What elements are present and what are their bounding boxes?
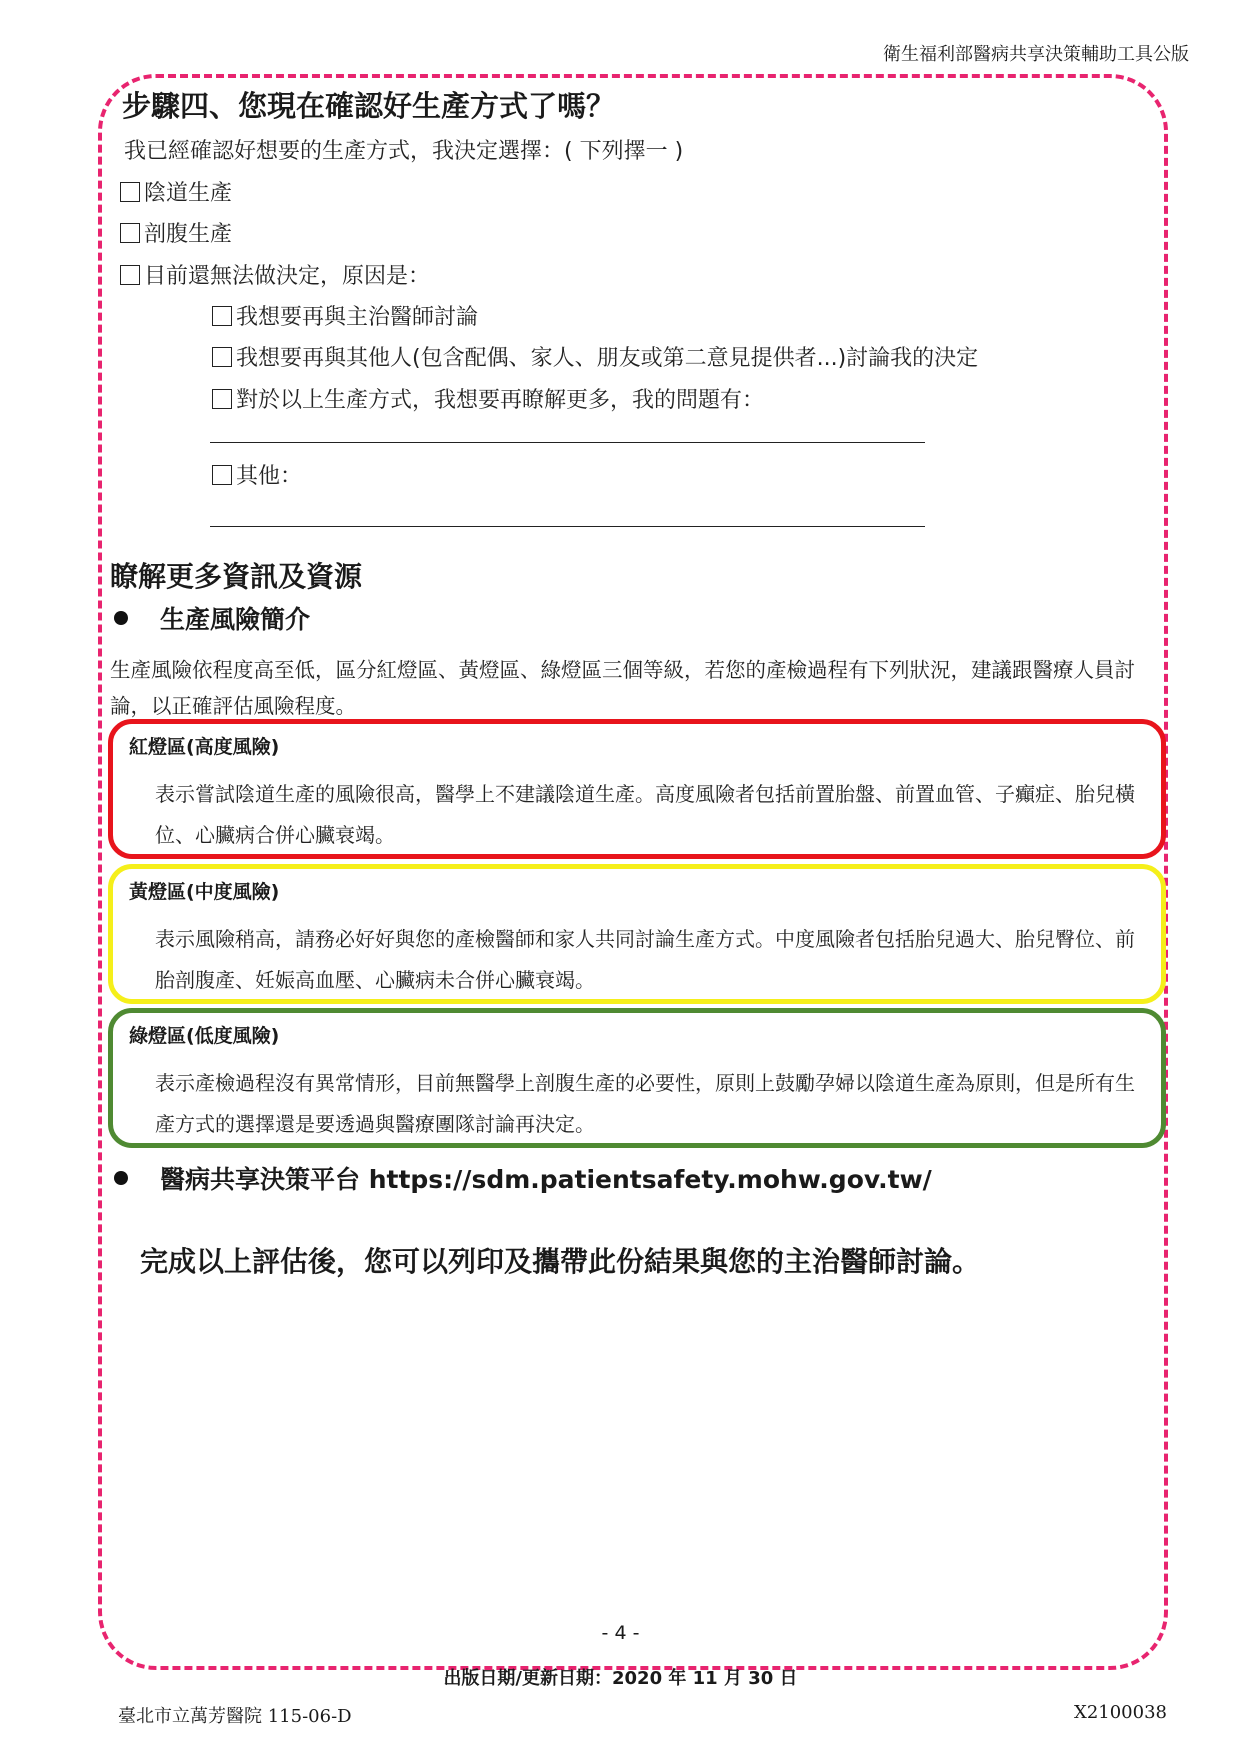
other-answer-line[interactable] — [210, 526, 925, 527]
step4-title: 步驟四、您現在確認好生產方式了嗎？ — [122, 89, 616, 123]
green-zone-box — [108, 1008, 1166, 1148]
risk-intro: 生產風險依程度高至低，區分紅燈區、黃燈區、綠燈區三個等級，若您的產檢過程有下列狀況，建議跟醫療人員討論，以正確評估風險程度。 — [110, 658, 1135, 718]
reason-doctor[interactable] — [212, 300, 478, 331]
platform-link[interactable]: 醫病共享決策平台 https://sdm.patientsafety.mohw.gov.tw/ — [160, 1165, 932, 1194]
header-tool-label: 衛生福利部醫病共享決策輔助工具公版 — [883, 44, 1189, 65]
bullet-icon — [114, 1171, 128, 1185]
green-zone-text: 表示產檢過程沒有異常情形，目前無醫學上剖腹生產的必要性，原則上鼓勵孕婦以陰道生產為原則，但是所有生產方式的選擇還是要透過與醫療團隊討論再決定。 — [155, 1071, 1135, 1136]
option-label: 陰道生產 — [144, 181, 233, 206]
checkbox[interactable] — [120, 265, 140, 285]
checkbox[interactable] — [212, 347, 232, 367]
option-vaginal[interactable] — [120, 176, 232, 207]
bullet-icon — [114, 611, 128, 625]
step4-prompt: 我已經確認好想要的生產方式，我決定選擇：( 下列擇一 ) — [124, 139, 684, 164]
option-undecided[interactable] — [120, 259, 430, 290]
platform-item — [114, 1160, 932, 1196]
answer-line[interactable] — [210, 442, 925, 443]
green-zone-title: 綠燈區(低度風險) — [129, 1025, 280, 1047]
reason-label: 對於以上生產方式，我想要再瞭解更多，我的問題有： — [236, 388, 765, 413]
checkbox[interactable] — [120, 223, 140, 243]
risk-heading-label: 生產風險簡介 — [160, 605, 311, 634]
option-label: 剖腹生產 — [144, 222, 233, 247]
publish-date: 出版日期/更新日期：2020 年 11 月 30 日 — [443, 1668, 798, 1689]
reason-label: 我想要再與主治醫師討論 — [236, 305, 479, 330]
final-note: 完成以上評估後，您可以列印及攜帶此份結果與您的主治醫師討論。 — [140, 1245, 981, 1278]
page-number: - 4 - — [601, 1622, 640, 1644]
checkbox[interactable] — [120, 182, 140, 202]
option-label: 目前還無法做決定，原因是： — [144, 264, 431, 289]
checkbox[interactable] — [212, 465, 232, 485]
footer-doc-code: X2100038 — [1074, 1702, 1167, 1723]
yellow-zone-title: 黃燈區(中度風險) — [129, 881, 280, 903]
yellow-zone-text: 表示風險稍高，請務必好好與您的產檢醫師和家人共同討論生產方式。中度風險者包括胎兒過大、胎兒臀位、前胎剖腹產、妊娠高血壓、心臟病未合併心臟衰竭。 — [155, 927, 1135, 992]
reason-label: 其他： — [236, 464, 303, 489]
yellow-zone-box — [108, 864, 1166, 1004]
red-zone-box — [108, 719, 1166, 859]
reason-other[interactable] — [212, 459, 302, 490]
red-zone-title: 紅燈區(高度風險) — [129, 736, 280, 758]
reason-more-info[interactable] — [212, 383, 764, 414]
reason-label: 我想要再與其他人(包含配偶、家人、朋友或第二意見提供者...)討論我的決定 — [236, 346, 979, 371]
footer-hospital-code: 臺北市立萬芳醫院 115-06-D — [118, 1706, 352, 1727]
checkbox[interactable] — [212, 306, 232, 326]
reason-others[interactable] — [212, 341, 978, 372]
resources-title: 瞭解更多資訊及資源 — [110, 560, 363, 593]
red-zone-text: 表示嘗試陰道生產的風險很高，醫學上不建議陰道生產。高度風險者包括前置胎盤、前置血管、子癲症、胎兒橫位、心臟病合併心臟衰竭。 — [155, 782, 1135, 847]
risk-heading — [114, 600, 310, 636]
option-cesarean[interactable] — [120, 217, 232, 248]
checkbox[interactable] — [212, 389, 232, 409]
